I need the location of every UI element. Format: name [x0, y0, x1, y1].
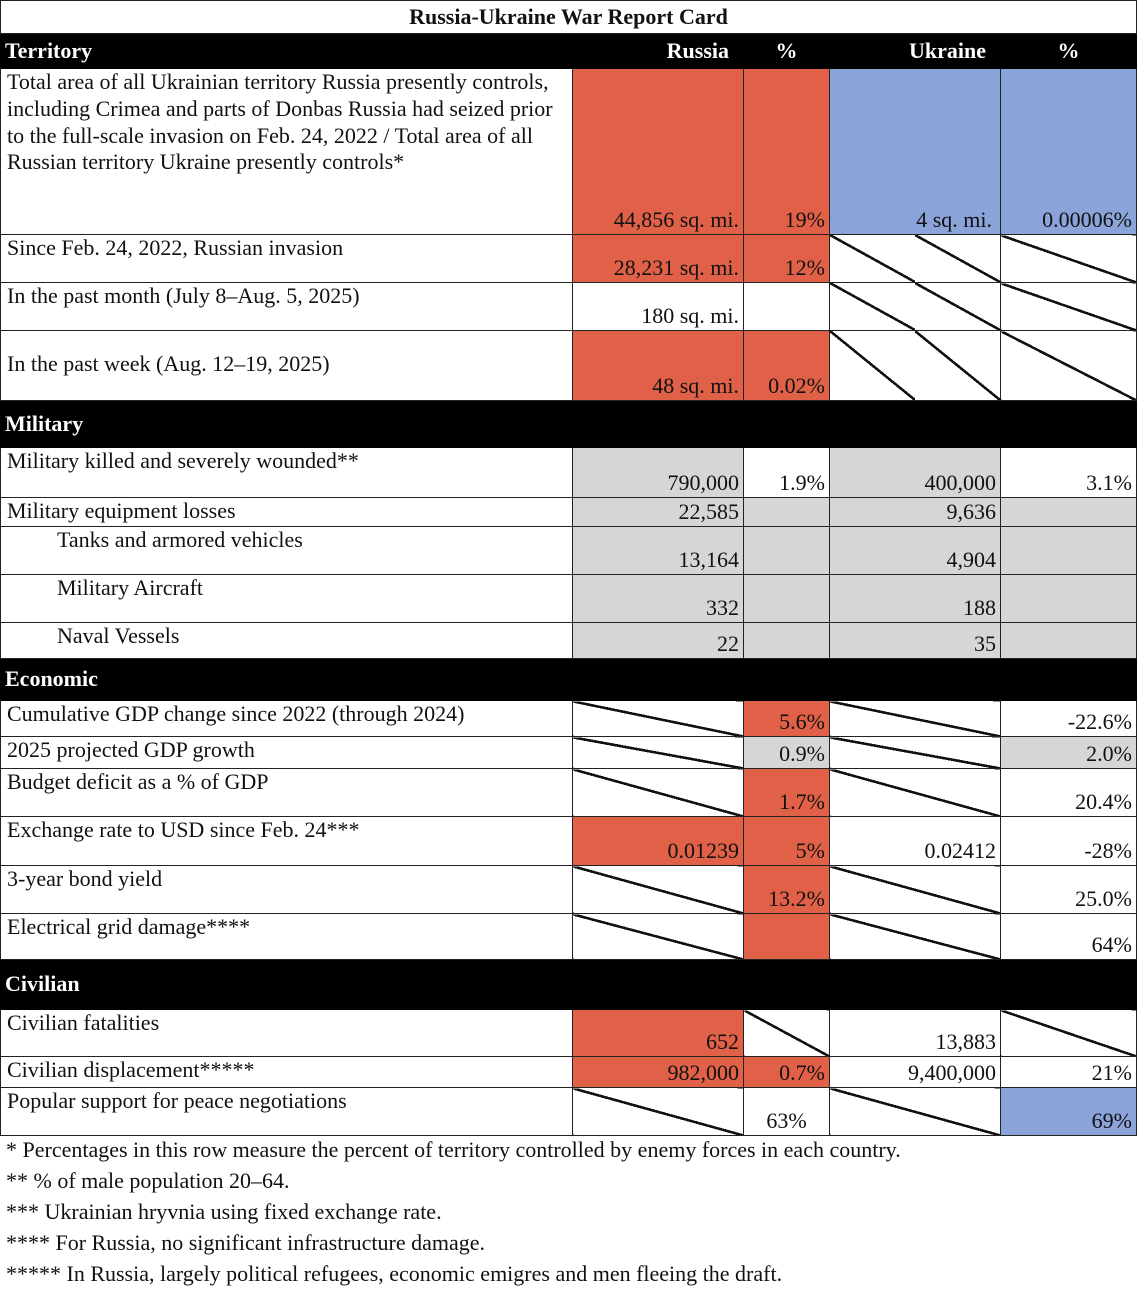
ukraine-value: 188: [830, 575, 1001, 623]
row-label: Since Feb. 24, 2022, Russian invasion: [1, 235, 573, 283]
row-label: In the past month (July 8–Aug. 5, 2025): [1, 283, 573, 331]
column-header-ukraine-pct: %: [1001, 34, 1137, 69]
section-title: Military: [1, 401, 1137, 448]
not-applicable-cell: [830, 283, 1001, 331]
column-header-ukraine: Ukraine: [830, 34, 1001, 69]
ukraine-percent: 21%: [1001, 1057, 1137, 1088]
table-row: [1, 1088, 1137, 1136]
russia-value: 790,000: [573, 448, 744, 498]
row-label: 3-year bond yield: [1, 866, 573, 914]
russia-value: 332: [573, 575, 744, 623]
table-row: [1, 527, 1137, 575]
footnote: **** For Russia, no significant infrastructure damage.: [6, 1230, 486, 1255]
ukraine-percent: -22.6%: [1001, 701, 1137, 737]
not-applicable-cell: [573, 701, 744, 737]
ukraine-percent: -28%: [1001, 817, 1137, 866]
empty-cell: [1001, 527, 1137, 575]
footnote: ***** In Russia, largely political refugees, economic emigres and men fleeing the draft.: [6, 1261, 783, 1286]
table-row: [1, 283, 1137, 331]
row-label: Military killed and severely wounded**: [1, 448, 573, 498]
not-applicable-cell: [1001, 1010, 1137, 1057]
not-applicable-cell: [830, 866, 1001, 914]
empty-cell: [744, 498, 830, 527]
section-header-economic: [1, 659, 1137, 701]
not-applicable-cell: [830, 235, 1001, 283]
not-applicable-cell: [1001, 283, 1137, 331]
empty-cell: [1001, 498, 1137, 527]
ukraine-percent: 20.4%: [1001, 769, 1137, 817]
russia-percent: 1.7%: [744, 769, 830, 817]
section-title: Civilian: [1, 960, 1137, 1010]
row-label: Tanks and armored vehicles: [1, 527, 573, 575]
russia-percent: 19%: [744, 69, 830, 235]
section-title: Territory: [1, 34, 573, 69]
russia-percent: 63%: [744, 1088, 830, 1136]
table-row: [1, 817, 1137, 866]
not-applicable-cell: [830, 1088, 1001, 1136]
row-label: Budget deficit as a % of GDP: [1, 769, 573, 817]
russia-percent: 5.6%: [744, 701, 830, 737]
footnote: *** Ukrainian hryvnia using fixed exchange rate.: [6, 1199, 442, 1224]
ukraine-percent: 2.0%: [1001, 737, 1137, 769]
ukraine-value: 400,000: [830, 448, 1001, 498]
ukraine-percent: 64%: [1001, 914, 1137, 960]
empty-cell: [744, 623, 830, 659]
table-row: [1, 623, 1137, 659]
russia-percent: 0.9%: [744, 737, 830, 769]
russia-value: 0.01239: [573, 817, 744, 866]
ukraine-value: 9,400,000: [830, 1057, 1001, 1088]
russia-percent: 5%: [744, 817, 830, 866]
ukraine-value: 35: [830, 623, 1001, 659]
table-row: [1, 914, 1137, 960]
russia-value: 13,164: [573, 527, 744, 575]
not-applicable-cell: [744, 1010, 830, 1057]
russia-value: 652: [573, 1010, 744, 1057]
section-header-military: [1, 401, 1137, 448]
section-header-territory: [1, 34, 1137, 69]
row-label: Electrical grid damage****: [1, 914, 573, 960]
row-label: Military Aircraft: [1, 575, 573, 623]
not-applicable-cell: [573, 769, 744, 817]
row-label: Military equipment losses: [1, 498, 573, 527]
row-label: Exchange rate to USD since Feb. 24***: [1, 817, 573, 866]
footnote: ** % of male population 20–64.: [6, 1168, 290, 1193]
not-applicable-cell: [573, 737, 744, 769]
table-row: [1, 701, 1137, 737]
not-applicable-cell: [573, 866, 744, 914]
russia-percent: 13.2%: [744, 866, 830, 914]
table-row: [1, 448, 1137, 498]
footnotes: [6, 1134, 1136, 1289]
row-label: Civilian displacement*****: [1, 1057, 573, 1088]
ukraine-value: 13,883: [830, 1010, 1001, 1057]
section-header-civilian: [1, 960, 1137, 1010]
russia-value: 22,585: [573, 498, 744, 527]
russia-value: 180 sq. mi.: [573, 283, 744, 331]
ukraine-percent: 69%: [1001, 1088, 1137, 1136]
russia-percent: 12%: [744, 235, 830, 283]
table-row: [1, 1010, 1137, 1057]
ukraine-value: 9,636: [830, 498, 1001, 527]
footnote: * Percentages in this row measure the percent of territory controlled by enemy forces in each country.: [6, 1137, 901, 1162]
table-row: [1, 737, 1137, 769]
row-label: Popular support for peace negotiations: [1, 1088, 573, 1136]
russia-percent: 0.7%: [744, 1057, 830, 1088]
table-row: [1, 575, 1137, 623]
not-applicable-cell: [573, 1088, 744, 1136]
row-label: In the past week (Aug. 12–19, 2025): [1, 331, 573, 401]
not-applicable-cell: [1001, 331, 1137, 401]
russia-value: 22: [573, 623, 744, 659]
row-label: Cumulative GDP change since 2022 (through 2024): [1, 701, 573, 737]
ukraine-value: 0.02412: [830, 817, 1001, 866]
table-title: Russia-Ukraine War Report Card: [1, 1, 1137, 34]
russia-value: 44,856 sq. mi.: [573, 69, 744, 235]
not-applicable-cell: [830, 331, 1001, 401]
ukraine-value: 4,904: [830, 527, 1001, 575]
column-header-russia-pct: %: [744, 34, 830, 69]
row-label: Naval Vessels: [1, 623, 573, 659]
russia-percent: 1.9%: [744, 448, 830, 498]
empty-cell: [1001, 623, 1137, 659]
ukraine-percent: 25.0%: [1001, 866, 1137, 914]
ukraine-percent: 3.1%: [1001, 448, 1137, 498]
not-applicable-cell: [830, 701, 1001, 737]
row-label: Civilian fatalities: [1, 1010, 573, 1057]
empty-cell: [744, 283, 830, 331]
not-applicable-cell: [830, 737, 1001, 769]
not-applicable-cell: [830, 914, 1001, 960]
column-header-russia: Russia: [573, 34, 744, 69]
not-applicable-cell: [573, 914, 744, 960]
empty-cell: [1001, 575, 1137, 623]
not-applicable-cell: [1001, 235, 1137, 283]
table-row: [1, 769, 1137, 817]
row-label: 2025 projected GDP growth: [1, 737, 573, 769]
russia-value: 982,000: [573, 1057, 744, 1088]
russia-value: 28,231 sq. mi.: [573, 235, 744, 283]
russia-value: 48 sq. mi.: [573, 331, 744, 401]
ukraine-percent: 0.00006%: [1001, 69, 1137, 235]
empty-cell: [744, 527, 830, 575]
empty-cell: [744, 575, 830, 623]
table-row: [1, 235, 1137, 283]
table-row: [1, 331, 1137, 401]
table-row: [1, 1057, 1137, 1088]
section-title: Economic: [1, 659, 1137, 701]
table-row: [1, 498, 1137, 527]
ukraine-value: 4 sq. mi.: [830, 69, 1001, 235]
not-applicable-cell: [830, 769, 1001, 817]
russia-percent: 0.02%: [744, 331, 830, 401]
table-row: [1, 866, 1137, 914]
table-row: [1, 69, 1137, 235]
russia-highlight-cell: [744, 914, 830, 960]
row-label: Total area of all Ukrainian territory Russia presently controls, including Crimea and parts of Donbas Russia had seized prior to the full-scale invasion on Feb. 24, 2022 / Total area of all Russian territory Ukraine presently controls*: [1, 69, 573, 235]
